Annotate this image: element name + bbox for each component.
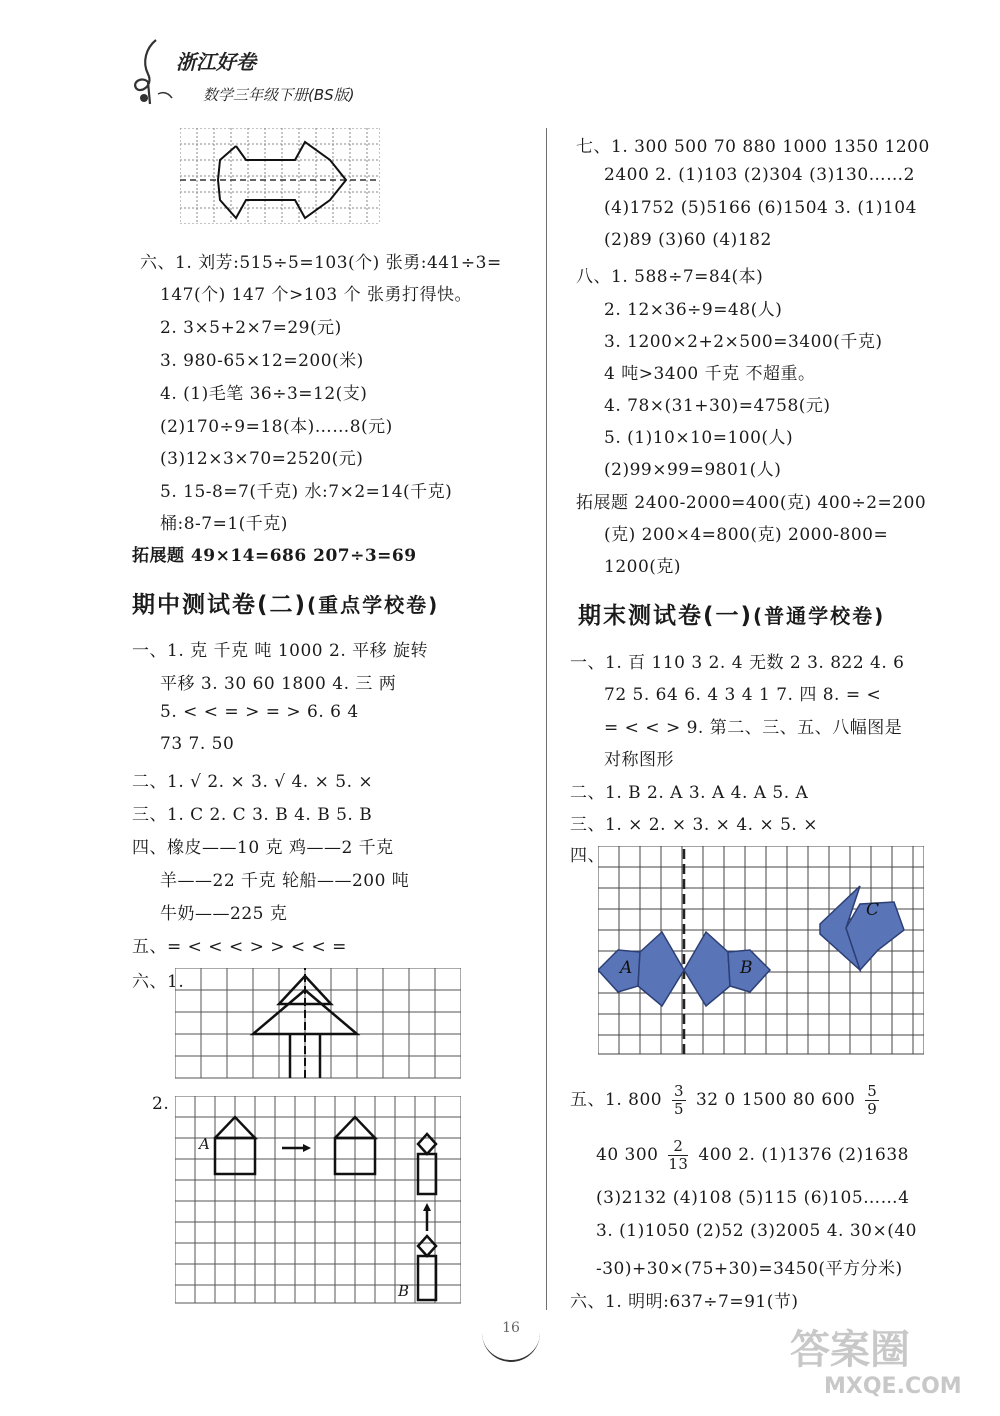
answer-7-3: (4)1752 (5)5166 (6)1504 3. (1)104 [604, 198, 917, 218]
final-answer-5b-start: 40 300 [596, 1145, 659, 1165]
mid-answer-4b: 羊——22 千克 轮船——200 吨 [160, 871, 410, 891]
extension-answer-right-b: (克) 200×4=800(克) 2000-800= [604, 525, 889, 545]
answer-7-4: (2)89 (3)60 (4)182 [604, 230, 772, 250]
final-answer-5e: -30)+30×(75+30)=3450(平方分米) [596, 1259, 903, 1279]
shape-label-a-final: A [620, 958, 633, 978]
final-answer-1: 一、1. 百 110 3 2. 4 无数 2 3. 822 4. 6 [570, 653, 905, 673]
page-number: 16 [482, 1320, 540, 1362]
final-answer-1c: = < < > 9. 第二、三、五、八幅图是 [604, 718, 903, 738]
fraction-numerator: 5 [867, 1082, 878, 1100]
mid-answer-2: 二、1. √ 2. × 3. √ 4. × 5. × [132, 772, 374, 792]
final-answer-5b [596, 1138, 909, 1173]
mid-answer-4: 四、橡皮——10 克 鸡——2 千克 [132, 838, 394, 858]
fraction-numerator: 3 [673, 1082, 685, 1100]
book-subtitle: 数学三年级下册(BS版) [203, 86, 355, 104]
mid-answer-1b: 平移 3. 30 60 1800 4. 三 两 [160, 674, 397, 694]
answer-6-2: 2. 3×5+2×7=29(元) [160, 318, 342, 338]
final-answer-5c: (3)2132 (4)108 (5)115 (6)105……4 [596, 1188, 910, 1208]
midterm-title: 期中测试卷(二) [132, 592, 308, 618]
fraction-3-5 [672, 1083, 686, 1118]
shape-label-b: B [398, 1282, 410, 1300]
answer-6-4-2: (2)170÷9=18(本)……8(元) [160, 417, 393, 437]
fraction-5-9 [865, 1083, 879, 1118]
extension-answer-right: 拓展题 2400-2000=400(克) 400÷2=200 [576, 493, 927, 513]
mid-answer-1: 一、1. 克 千克 吨 1000 2. 平移 旋转 [132, 641, 429, 661]
answer-8-5b: (2)99×99=9801(人) [604, 460, 782, 480]
shape-label-c-final: C [866, 900, 880, 920]
extension-answer: 拓展题 49×14=686 207÷3=69 [132, 546, 417, 566]
answer-8-3b: 4 吨>3400 千克 不超重。 [604, 364, 816, 384]
final-subtitle: (普通学校卷) [753, 604, 886, 628]
answer-7-2: 2400 2. (1)103 (2)304 (3)130……2 [604, 165, 915, 185]
final-answer-3: 三、1. × 2. × 3. × 4. × 5. × [570, 815, 818, 835]
symmetry-figure-1 [180, 128, 380, 224]
midterm-subtitle: (重点学校卷) [307, 593, 440, 617]
answer-8-4: 4. 78×(31+30)=4758(元) [604, 396, 831, 416]
answer-6-5: 5. 15-8=7(千克) 水:7×2=14(千克) [160, 482, 453, 502]
final-answer-4-label: 四、 [570, 846, 605, 866]
final-answer-5-mid: 32 0 1500 80 600 [695, 1090, 856, 1110]
answer-8-5: 5. (1)10×10=100(人) [604, 428, 794, 448]
answer-7-1: 七、1. 300 500 70 880 1000 1350 1200 [576, 137, 930, 157]
final-answer-6: 六、1. 明明:637÷7=91(节) [570, 1292, 799, 1312]
final-symmetry-grid [598, 846, 924, 1056]
column-divider [546, 128, 547, 1310]
final-answer-5b-end: 400 2. (1)1376 (2)1638 [698, 1145, 909, 1165]
final-title: 期末测试卷(一) [578, 603, 754, 629]
fraction-numerator: 2 [668, 1138, 688, 1156]
answer-6-3: 3. 980-65×12=200(米) [160, 351, 364, 371]
answer-8-2: 2. 12×36÷9=48(人) [604, 300, 783, 320]
mid-answer-3: 三、1. C 2. C 3. B 4. B 5. B [132, 805, 373, 825]
translation-grid [175, 1096, 461, 1306]
answer-8-1: 八、1. 588÷7=84(本) [576, 267, 764, 287]
section-title-final [578, 597, 885, 630]
fraction-denominator: 5 [673, 1100, 685, 1118]
watermark-logo: 答案圈 [790, 1327, 910, 1373]
watermark-url: MXQE.COM [824, 1374, 962, 1399]
mid-answer-4c: 牛奶——225 克 [160, 904, 288, 924]
shape-label-a: A [199, 1135, 210, 1153]
brand-title: 浙江好卷 [176, 50, 256, 74]
fraction-2-13 [668, 1138, 688, 1173]
extension-answer-right-c: 1200(克) [604, 557, 682, 577]
answer-8-3: 3. 1200×2+2×500=3400(千克) [604, 332, 883, 352]
mid-answer-1d: 73 7. 50 [160, 734, 235, 754]
answer-6-4-3: (3)12×3×70=2520(元) [160, 449, 364, 469]
final-answer-2: 二、1. B 2. A 3. A 4. A 5. A [570, 783, 809, 803]
fraction-denominator: 13 [668, 1155, 689, 1173]
final-answer-1b: 72 5. 64 6. 4 3 4 1 7. 四 8. = < [604, 685, 882, 705]
mid-answer-1c: 5. < < = > = > 6. 6 4 [160, 702, 359, 722]
final-answer-5d: 3. (1)1050 (2)52 (3)2005 4. 30×(40 [596, 1221, 917, 1241]
answer-6-1a: 六、1. 刘芳:515÷5=103(个) 张勇:441÷3= [140, 253, 502, 273]
tree-symmetry-grid [175, 968, 461, 1080]
music-note-logo [128, 34, 176, 108]
mid-answer-6-2-label: 2. [152, 1094, 170, 1114]
answer-6-5b: 桶:8-7=1(千克) [160, 514, 288, 534]
shape-label-b-final: B [740, 958, 753, 978]
mid-answer-6-label: 六、1. [132, 972, 185, 992]
final-answer-5 [570, 1083, 883, 1118]
fraction-denominator: 9 [867, 1100, 878, 1118]
answer-6-4: 4. (1)毛笔 36÷3=12(支) [160, 384, 368, 404]
final-answer-1d: 对称图形 [604, 750, 674, 770]
final-answer-5-start: 五、1. 800 [570, 1090, 663, 1110]
section-title-midterm [132, 586, 439, 619]
mid-answer-5: 五、= < < < > > < < = [132, 937, 347, 957]
answer-6-1b: 147(个) 147 个>103 个 张勇打得快。 [160, 285, 472, 305]
